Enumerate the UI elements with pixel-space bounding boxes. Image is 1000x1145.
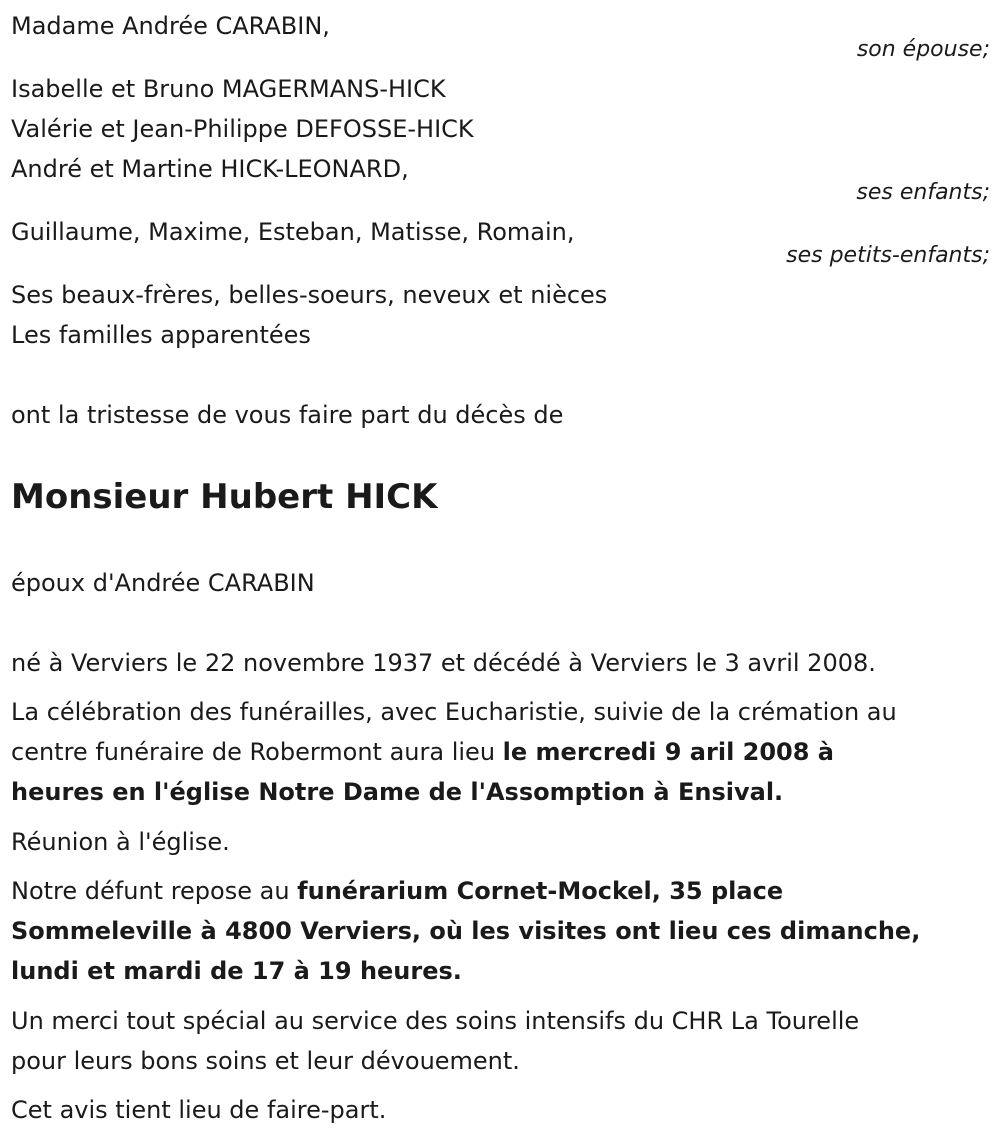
thanks-line: Un merci tout spécial au service des soins intensifs du CHR La Tourelle <box>11 1007 860 1035</box>
child-line: Valérie et Jean-Philippe DEFOSSE-HICK <box>11 115 474 143</box>
spouse-name: Madame Andrée CARABIN, <box>11 12 330 40</box>
relatives-line: Ses beaux-frères, belles-soeurs, neveux et nièces <box>11 281 608 309</box>
funerarium-line: Sommeleville à 4800 Verviers, où les visites ont lieu ces dimanche, <box>11 917 921 945</box>
grandchildren-names: Guillaume, Maxime, Esteban, Matisse, Romain, <box>11 218 575 246</box>
funerarium-hours: lundi et mardi de 17 à 19 heures. <box>11 957 462 985</box>
meeting-text: Réunion à l'église. <box>11 828 230 856</box>
deceased-spouse-of: époux d'Andrée CARABIN <box>11 569 315 597</box>
child-line: Isabelle et Bruno MAGERMANS-HICK <box>11 75 446 103</box>
child-line: André et Martine HICK-LEONARD, <box>11 155 409 183</box>
ceremony-location: heures en l'église Notre Dame de l'Assomption à Ensival. <box>11 778 784 806</box>
spouse-relation: son épouse; <box>856 37 990 62</box>
deceased-name: Monsieur Hubert HICK <box>11 477 438 517</box>
ceremony-line: La célébration des funérailles, avec Eucharistie, suivie de la crémation au <box>11 698 897 726</box>
grandchildren-relation: ses petits-enfants; <box>786 243 990 268</box>
relatives-line: Les familles apparentées <box>11 321 311 349</box>
ceremony-text: centre funéraire de Robermont aura lieu <box>11 738 503 766</box>
funerarium-address: funérarium Cornet-Mockel, 35 place <box>297 877 784 905</box>
funerarium-line <box>11 876 783 906</box>
children-relation: ses enfants; <box>856 180 990 205</box>
birth-death-dates: né à Verviers le 22 novembre 1937 et décédé à Verviers le 3 avril 2008. <box>11 649 876 677</box>
thanks-line: pour leurs bons soins et leur dévouement. <box>11 1047 520 1075</box>
ceremony-date: le mercredi 9 aril 2008 à <box>502 738 834 766</box>
announcement-text: ont la tristesse de vous faire part du décès de <box>11 401 564 429</box>
ceremony-line <box>11 737 834 767</box>
closing-text: Cet avis tient lieu de faire-part. <box>11 1096 387 1124</box>
funerarium-text: Notre défunt repose au <box>11 877 298 905</box>
